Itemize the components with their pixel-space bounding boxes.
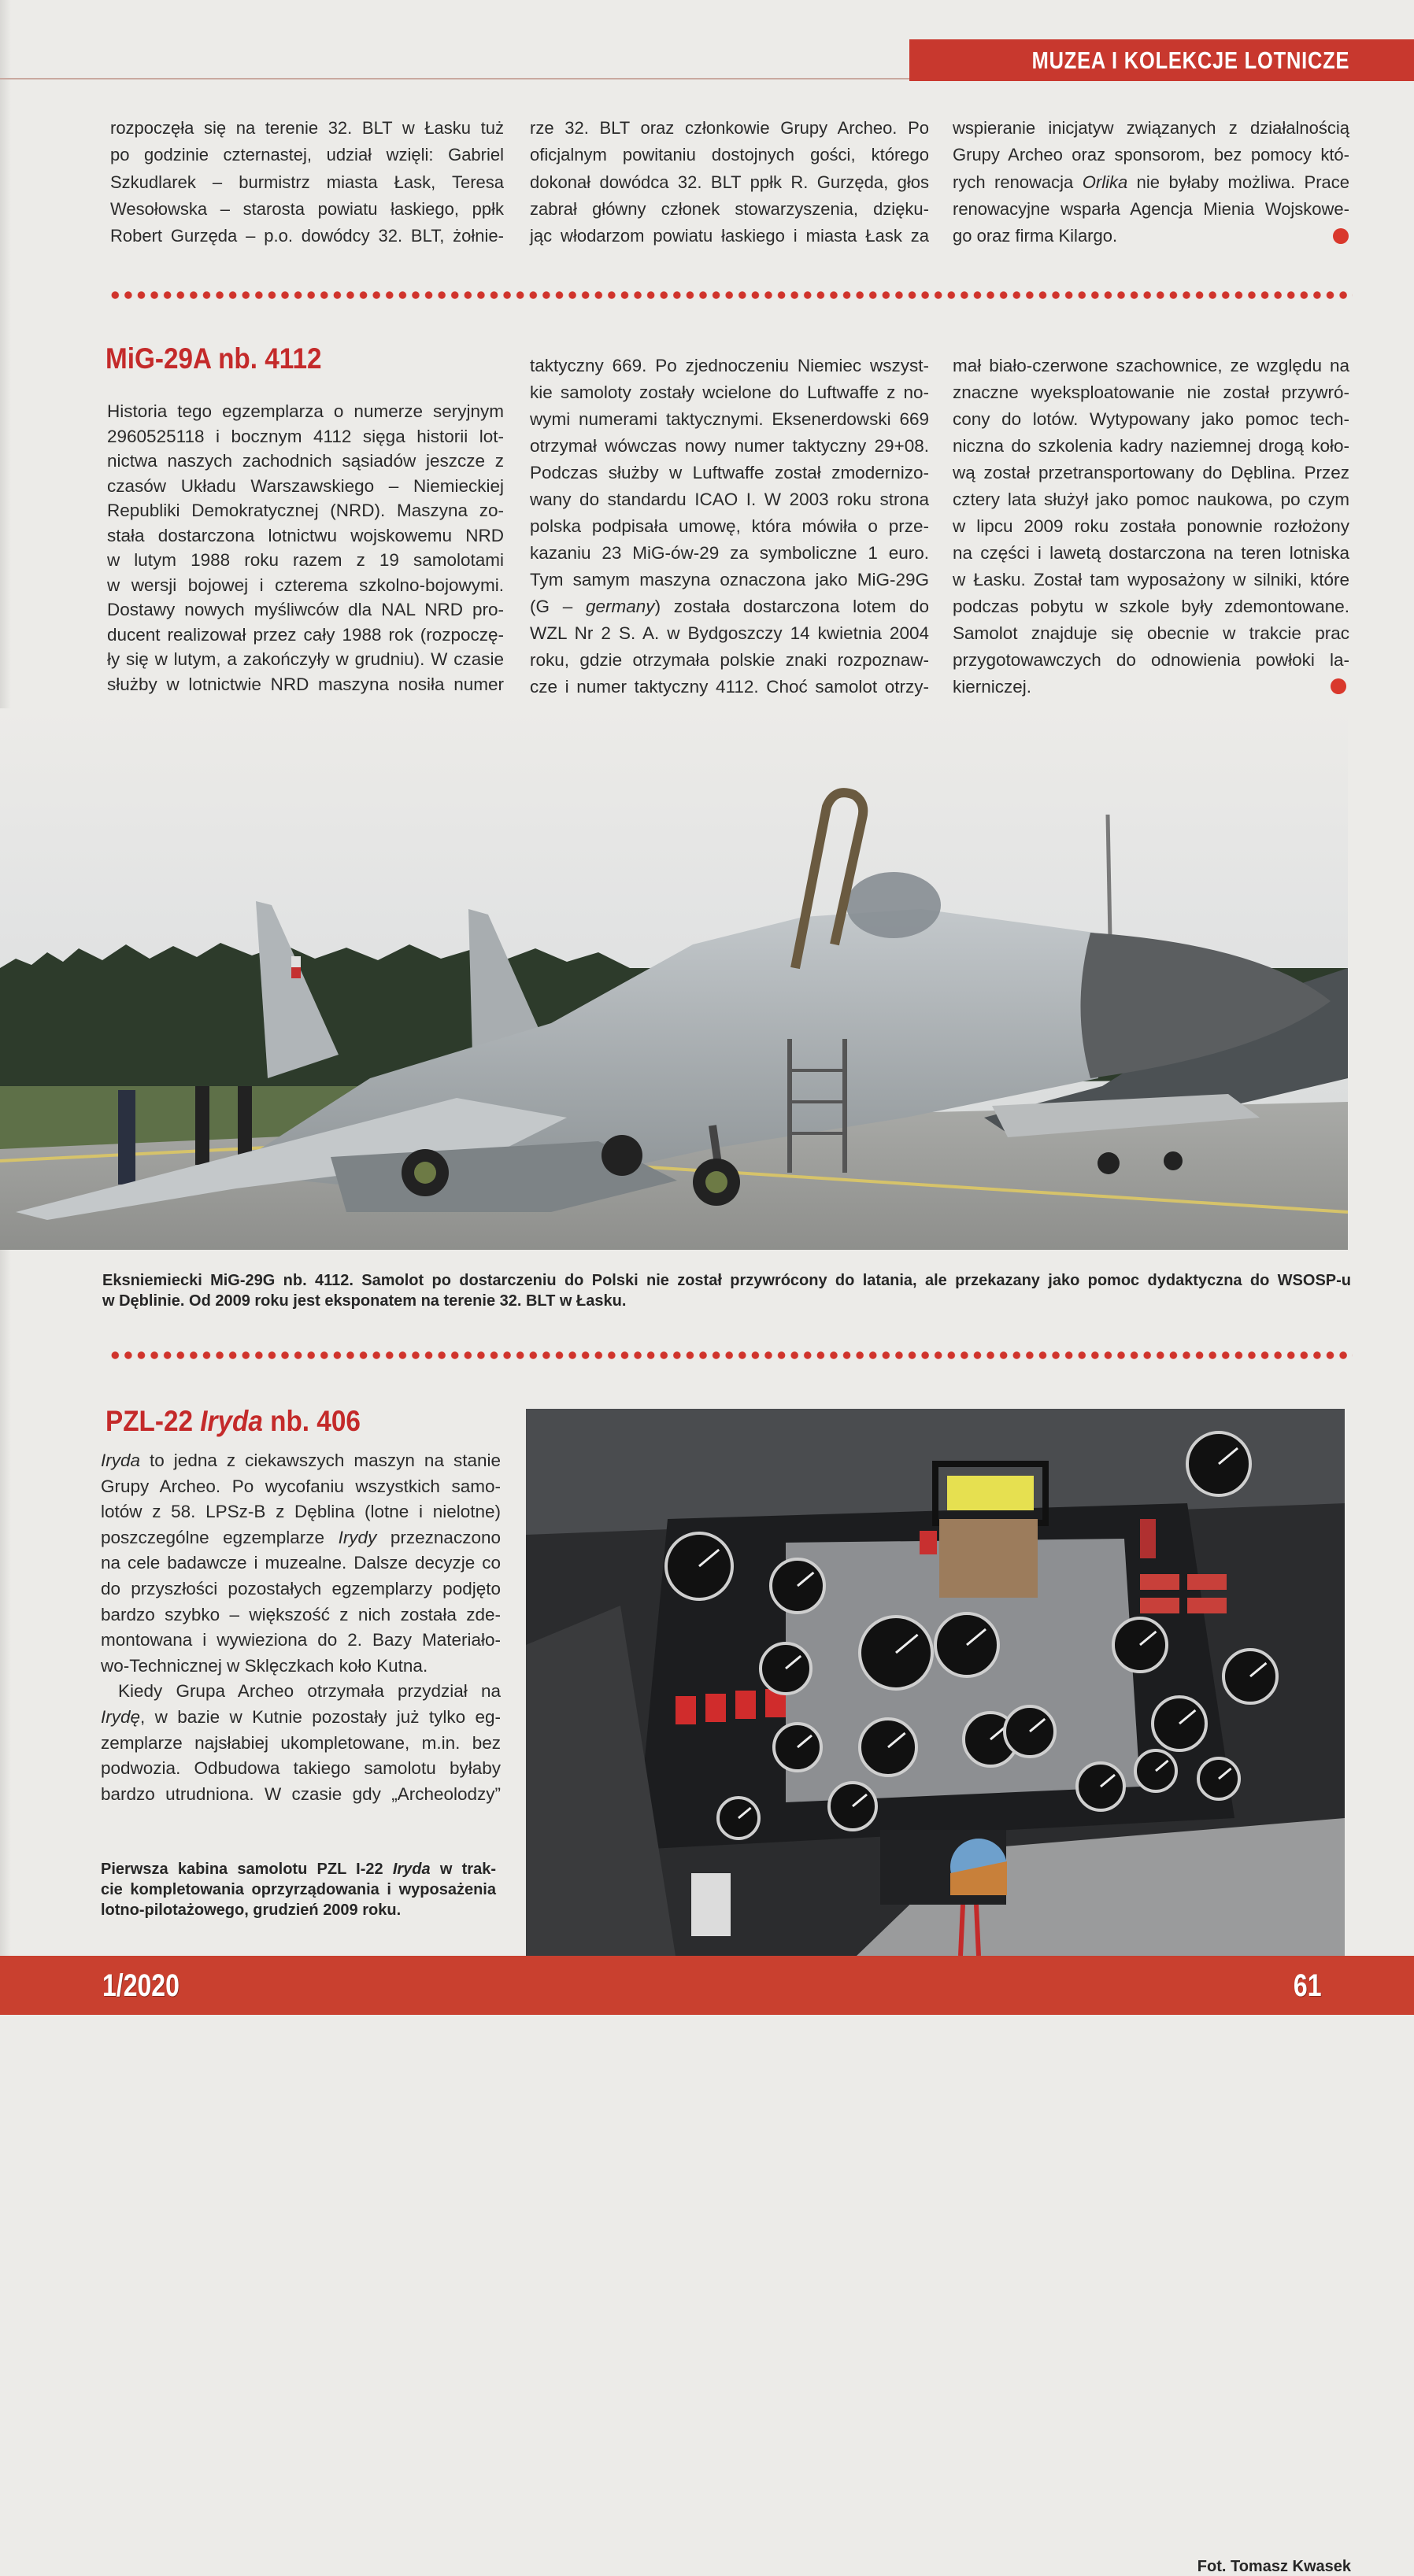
text-line-content: cie kompletowania oprzyrządowania i wyposażenia [101,1881,496,1898]
text-segment: to jedna z ciekawszych maszyn na stanie [140,1451,501,1470]
text-line [107,400,504,423]
text-line [101,1526,501,1550]
text-line [953,488,1349,512]
text-line [953,675,1349,699]
text-line-content: rozpoczęła się na terenie 32. BLT w Łasku tuż [110,118,504,138]
section-header-bar [909,39,1414,81]
text-line-content [101,1451,501,1470]
text-segment: , w bazie w Kutnie pozostały już tylko eg- [140,1707,501,1727]
text-line-content: znaczne wyeksploatowanie nie został przywró- [953,383,1349,402]
text-segment: (G – [530,597,587,616]
italic-segment: Orlika [1082,172,1128,192]
text-line [530,143,929,167]
text-line [953,143,1349,167]
text-line-content: Grupy Archeo oraz sponsorom, bez pomocy któ- [953,145,1349,165]
article-end-marker [1331,678,1346,694]
text-line-content: w wersji bojowej i czterema szkolno-bojowymi. [107,575,504,595]
italic-segment: Irydy [338,1527,377,1547]
text-line-content: oficjalnym powitaniu dostojnych gości, którego [530,145,929,165]
photo-credit: Fot. Tomasz Kwasek [1197,2558,1351,2575]
ladder [787,1039,792,1173]
text-line [107,449,504,473]
heading-part-italic: Iryda [200,1405,263,1437]
text-line [953,515,1349,538]
text-line-content: roku, gdzie otrzymała polskie znaki rozpoznaw- [530,650,929,670]
text-line-content: Grupy Archeo. Po wycofaniu wszystkich samo- [101,1476,501,1496]
header-rule [0,78,913,79]
text-line [953,354,1349,378]
text-line-content: po godzinie czternastej, udział wzięli: Gabriel [110,145,504,165]
text-line [107,524,504,548]
text-line-content: kie samoloty zostały wcielone do Luftwaffe z no- [530,383,929,402]
text-line [107,475,504,498]
main-wheel [602,1135,642,1176]
text-line-content: 2960525118 i bocznym 4112 sięga historii lot- [107,426,504,446]
text-line [101,1680,501,1703]
text-line [101,1706,501,1729]
text-segment: poszczególne egzemplarze [101,1527,339,1547]
text-line-content: przygotowawczych do odnowienia powłoki la- [953,650,1349,670]
text-line [953,381,1349,405]
text-line [107,499,504,523]
text-line [953,568,1349,592]
text-line-content: stała dostarczona lotnictwu wojskowemu NRD [107,525,504,545]
text-line-content: wany do standardu ICAO I. W 2003 roku strona [530,490,929,509]
text-line [953,461,1349,485]
text-line [107,648,504,671]
text-line [101,1603,501,1627]
text-line-content: zemplarze najsłabiej ukompletowane, m.in. bez [101,1732,501,1753]
text-line-content: nictwa naszych zachodnich sąsiadów jeszcze z [107,451,504,471]
text-line [110,198,504,221]
text-segment: nie byłaby możliwa. Prace [1127,172,1349,192]
text-line-content: cze i numer taktyczny 4112. Choć samolot otrzy- [530,677,929,697]
italic-segment: Irydę [101,1707,141,1727]
text-line [530,488,929,512]
text-line [101,1500,501,1524]
text-line-content: ducent realizował przez cały 1988 rok (rozpoczę- [107,624,504,645]
text-line-content [530,597,929,616]
text-line [110,224,504,248]
text-line [953,116,1349,140]
text-line-content: służby w lotnictwie NRD maszyna nosiła numer [107,674,504,694]
text-line-content: wą został przetransportowany do Dęblina. Przez [953,463,1349,482]
text-line-content: WZL Nr 2 S. A. w Bydgoszczy 14 kwietnia 2004 [530,623,929,643]
text-line-content: Republiki Demokratycznej (NRD). Maszyna zo- [107,501,504,520]
heading-part: PZL-22 [105,1405,201,1437]
text-line [530,649,929,672]
iryda-article-heading [105,1405,361,1438]
text-line-content: Podczas służby w Luftwaffe został zmodernizo- [530,463,929,482]
text-line-content: Dostawy nowych myśliwców dla NAL NRD pro- [107,600,504,619]
text-line-content: Eksniemiecki MiG-29G nb. 4112. Samolot po dostarczeniu do Polski nie został przywrócony do latania, ale przekazany jako pomoc dydaktyczna do WSOSP-u [102,1272,1351,1289]
text-line [530,381,929,405]
text-segment: przeznaczono [376,1527,501,1547]
text-line-content: w Dęblinie. Od 2009 roku jest eksponatem na terenie 32. BLT w Łasku. [102,1292,627,1310]
issue-number: 1/2020 [102,1968,180,2003]
text-line [107,425,504,449]
dotted-separator [109,290,1353,300]
dotted-separator [109,1351,1353,1360]
text-line [101,1654,501,1678]
text-line-content: otrzymał wówczas nowy numer taktyczny 29+08. [530,436,929,456]
text-line [530,541,929,565]
text-line [530,675,929,699]
text-line [530,116,929,140]
person [118,1090,135,1185]
text-line [107,623,504,647]
text-line [101,1449,501,1473]
text-line-content [101,1528,501,1547]
text-line-content: bardzo szybko – większość z nich została zde- [101,1604,501,1624]
mig-29-photo [0,708,1348,1250]
text-line-content: renowacyjne wsparła Agencja Mienia Wojskowe- [953,198,1349,219]
section-title: MUZEA I KOLEKCJE LOTNICZE [1031,46,1349,74]
text-line [530,171,929,194]
text-line [107,673,504,697]
text-line [953,171,1349,194]
text-line-content: lotów z 58. LPSz-B z Dęblina (lotne i nielotne) [101,1502,501,1522]
article-end-marker [1333,228,1349,244]
text-line-content: polska podpisała umowę, która mówiła o prze- [530,516,929,536]
person [195,1086,209,1165]
text-line-content: kazaniu 23 MiG-ów-29 za symboliczne 1 euro. [530,543,929,563]
text-line [101,1475,501,1499]
display-screen [947,1476,1034,1510]
text-line-content: do przyszłości pozostałych egzemplarzy podjęto [101,1579,501,1598]
text-line-content: kierniczej. [953,677,1032,697]
text-line [530,515,929,538]
text-line [530,198,929,221]
text-segment: ) została dostarczona lotem do [654,597,929,616]
iryda-cockpit-photo [526,1409,1345,1956]
text-line [102,1289,1351,1313]
text-segment: w trak- [430,1861,496,1878]
text-line-content [101,1861,496,1878]
text-line-content: montowana i wywieziona do 2. Bazy Materiało- [101,1630,501,1650]
text-line-content: bardzo utrudniona. W czasie gdy „Archeolodzy” [101,1783,501,1804]
text-line-content: mał biało-czerwone szachownice, ze względu na [953,356,1349,375]
canopy [846,872,941,938]
text-line [101,1757,501,1780]
text-line-content: w lutym 1988 roku razem z 19 samolotami [107,550,504,570]
text-line [530,408,929,431]
text-line-content: wo-Technicznej w Sklęczkach koło Kutna. [101,1655,428,1676]
text-line [101,1551,501,1575]
text-line [110,171,504,194]
text-line [107,598,504,622]
text-line [953,408,1349,431]
text-line-content: ły się w lutym, a zakończyły w grudniu). W czasie [107,649,504,669]
text-line [530,354,929,378]
text-segment: rych renowacja [953,172,1083,192]
text-line [953,622,1349,645]
text-line-content: czasów Układu Warszawskiego – Niemieckiej [107,475,504,496]
text-line-content: Tym samym maszyna oznaczona jako MiG-29G [530,570,929,589]
text-line [530,568,929,592]
text-line [110,143,504,167]
text-line-content: lotno-pilotażowego, grudzień 2009 roku. [101,1902,402,1919]
text-line-content: taktyczny 669. Po zjednoczeniu Niemiec wszyst- [530,356,929,375]
text-line-content [101,1707,501,1727]
mig-article-heading: MiG-29A nb. 4112 [105,342,322,375]
text-line-content: Szkudlarek – burmistrz miasta Łask, Teresa [110,172,504,192]
text-line-content: go oraz firma Kilargo. [953,226,1118,246]
text-line-content: na części i lawetą dostarczona na teren lotniska [953,543,1349,563]
text-line [110,116,504,140]
text-line [953,224,1349,248]
text-line-content: rze 32. BLT oraz członkowie Grupy Archeo. Po [530,118,929,138]
text-line [953,649,1349,672]
text-line [101,1628,501,1652]
text-line-content: jąc włodarzom powiatu łaskiego i miasta Łask za [530,226,929,246]
text-line [953,541,1349,565]
italic-segment: Iryda [101,1451,141,1470]
text-line-content [953,172,1349,192]
text-line-content: w lipcu 2009 roku została ponownie rozłożony [953,516,1349,536]
italic-segment: germany [586,597,655,616]
text-line-content: na cele badawcze i muzealne. Dalsze decyzje co [101,1553,501,1573]
page-footer [0,1956,1414,2015]
text-line [101,1577,501,1601]
text-line-content: zabrał główny członek stowarzyszenia, dzięku- [530,198,929,219]
text-line-content: podczas pobytu w szkole były zdemontowane. [953,597,1349,616]
text-line-content: wymi numerami taktycznymi. Eksenerdowski 669 [530,409,929,429]
page-number: 61 [1293,1968,1321,2003]
text-line-content: dokonał dowódca 32. BLT ppłk R. Gurzęda, głos [530,172,929,192]
text-line [101,1898,496,1922]
text-line [101,1783,501,1806]
text-line-content: cztery lata służył jako pomoc naukowa, po czym [953,490,1349,509]
text-line-content: podwozia. Odbudowa takiego samolotu byłaby [101,1758,501,1779]
text-line-content: Samolot znajduje się obecnie w trakcie prac [953,623,1349,643]
text-segment: Pierwsza kabina samolotu PZL I-22 [101,1861,393,1878]
text-line [530,595,929,619]
text-line [107,574,504,597]
text-line [107,549,504,572]
text-line-content: Robert Gurzęda – p.o. dowódcy 32. BLT, żołnie- [110,226,504,246]
text-line-content: cony do lotów. Wytypowany jako pomoc tech- [953,409,1349,429]
text-line [530,622,929,645]
text-line-content: wspieranie inicjatyw związanych z działalnością [953,118,1349,138]
text-line-content: niczna do szkolenia kadry naziemnej drogą koło- [953,436,1349,456]
text-line [530,434,929,458]
text-line-content: Kiedy Grupa Archeo otrzymała przydział na [118,1681,501,1702]
text-line [101,1732,501,1755]
text-line-content: Wesołowska – starosta powiatu łaskiego, ppłk [110,198,504,219]
text-line [953,595,1349,619]
text-line [530,461,929,485]
text-line [953,434,1349,458]
text-line-content: Historia tego egzemplarza o numerze seryjnym [107,401,504,421]
text-line [953,198,1349,221]
italic-segment: Iryda [392,1861,431,1878]
text-line [530,224,929,248]
heading-part: nb. 406 [262,1405,361,1437]
text-line-content: w Łasku. Został tam wyposażony w silniki, które [953,570,1349,589]
